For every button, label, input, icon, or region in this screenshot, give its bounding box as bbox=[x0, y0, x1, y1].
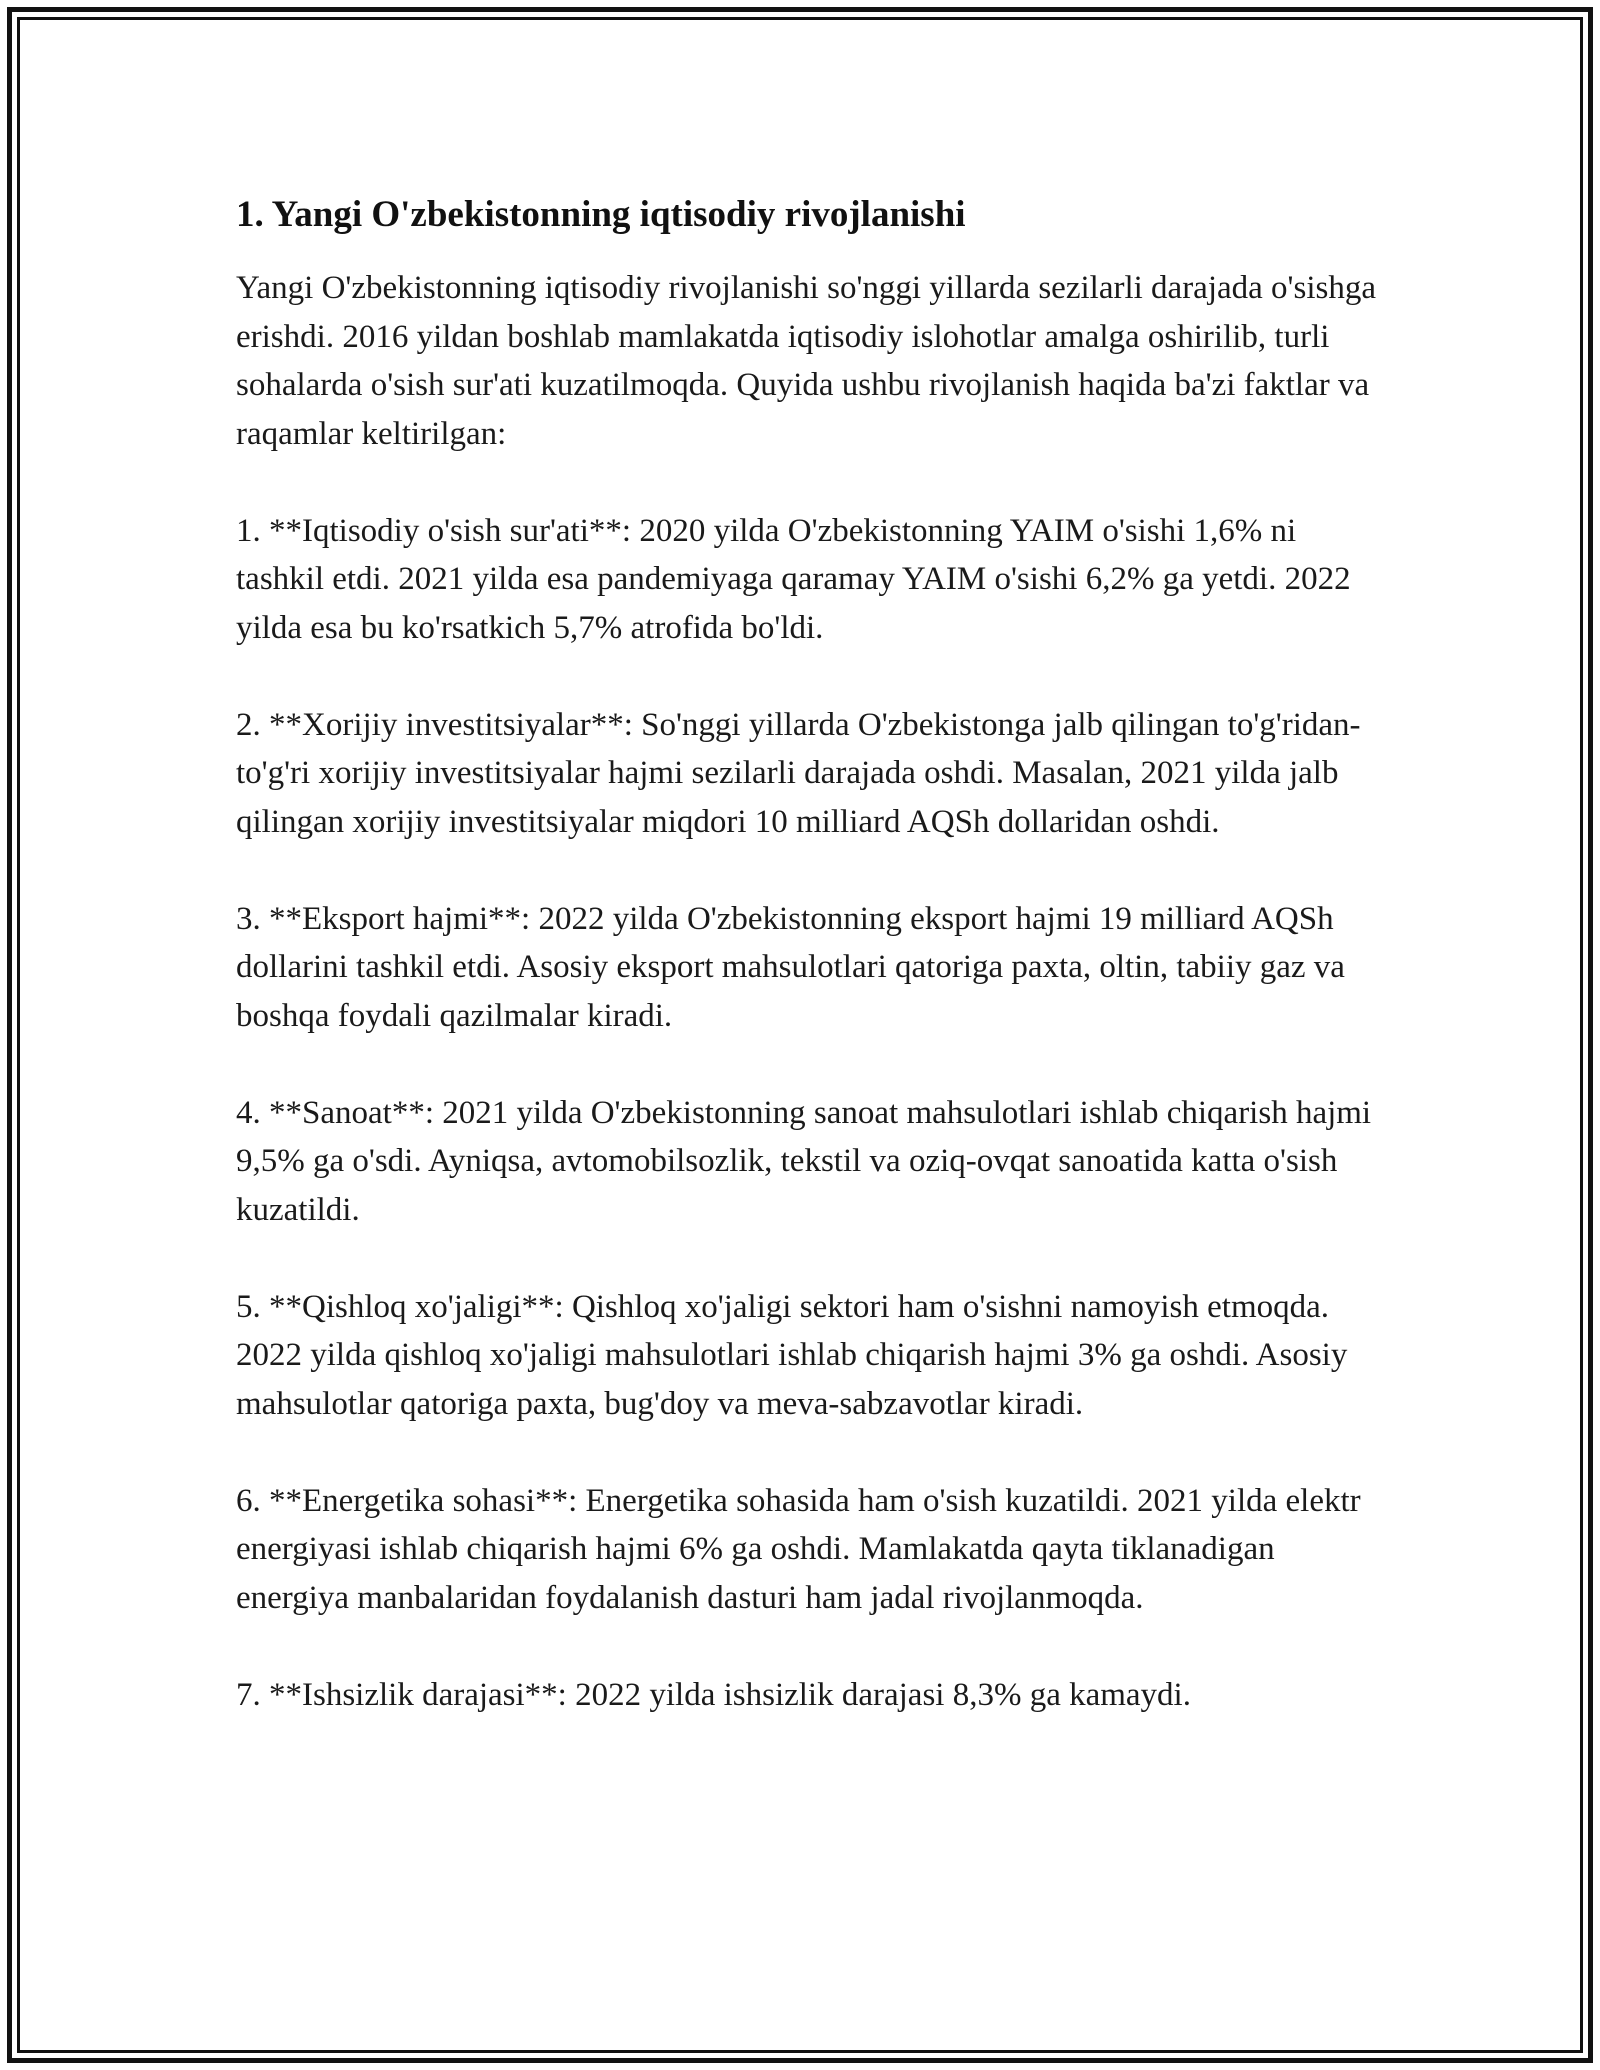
spacer bbox=[236, 1040, 1386, 1089]
spacer bbox=[236, 1428, 1386, 1477]
spacer bbox=[236, 846, 1386, 895]
list-item-industry: 4. **Sanoat**: 2021 yilda O'zbekistonning sanoat mahsulotlari ishlab chiqarish hajmi 9,5% ga o'sdi. Ayniqsa, avtomobilsozlik, tekstil va oziq-ovqat sanoatida katta o'sish kuzatildi. bbox=[236, 1094, 1372, 1228]
document-body bbox=[236, 186, 1386, 1719]
intro-paragraph: Yangi O'zbekistonning iqtisodiy rivojlanishi so'nggi yillarda sezilarli darajada o'sishga erishdi. 2016 yildan boshlab mamlakatda iqtisodiy islohotlar amalga oshirilib, turli sohalarda o'sish sur'ati kuzatilmoqda. Quyida ushbu rivojlanish haqida ba'zi faktlar va raqamlar keltirilgan: bbox=[236, 270, 1376, 452]
list-item-unemployment: 7. **Ishsizlik darajasi**: 2022 yilda ishsizlik darajasi 8,3% ga kamaydi. bbox=[236, 1676, 1191, 1713]
list-item-growth-rate: 1. **Iqtisodiy o'sish sur'ati**: 2020 yilda O'zbekistonning YAIM o'sishi 1,6% ni tashkil etdi. 2021 yilda esa pandemiyaga qaramay YAIM o'sishi 6,2% ga yetdi. 2022 yilda esa bu ko'rsatkich 5,7% atrofida bo'ldi. bbox=[236, 512, 1351, 646]
spacer bbox=[236, 1622, 1386, 1671]
spacer bbox=[236, 458, 1386, 507]
list-item-export-volume: 3. **Eksport hajmi**: 2022 yilda O'zbekistonning eksport hajmi 19 milliard AQSh dollarini tashkil etdi. Asosiy eksport mahsulotlari qatoriga paxta, oltin, tabiiy gaz va boshqa foydali qazilmalar kiradi. bbox=[236, 900, 1345, 1034]
list-item-foreign-investment: 2. **Xorijiy investitsiyalar**: So'nggi yillarda O'zbekistonga jalb qilingan to'g'ridan-to'g'ri xorijiy investitsiyalar hajmi sezilarli darajada oshdi. Masalan, 2021 yilda jalb qilingan xorijiy investitsiyalar miqdori 10 milliard AQSh dollaridan oshdi. bbox=[236, 706, 1361, 840]
spacer bbox=[236, 244, 1386, 264]
document-heading: 1. Yangi O'zbekistonning iqtisodiy rivojlanishi bbox=[236, 194, 966, 235]
spacer bbox=[236, 652, 1386, 701]
list-item-agriculture: 5. **Qishloq xo'jaligi**: Qishloq xo'jaligi sektori ham o'sishni namoyish etmoqda. 2022 yilda qishloq xo'jaligi mahsulotlari ishlab chiqarish hajmi 3% ga oshdi. Asosiy mahsulotlar qatoriga paxta, bug'doy va meva-sabzavotlar kiradi. bbox=[236, 1288, 1348, 1422]
list-item-energy: 6. **Energetika sohasi**: Energetika sohasida ham o'sish kuzatildi. 2021 yilda elektr energiyasi ishlab chiqarish hajmi 6% ga oshdi. Mamlakatda qayta tiklanadigan energiya manbalaridan foydalanish dasturi ham jadal rivojlanmoqda. bbox=[236, 1482, 1361, 1616]
spacer bbox=[236, 1234, 1386, 1283]
